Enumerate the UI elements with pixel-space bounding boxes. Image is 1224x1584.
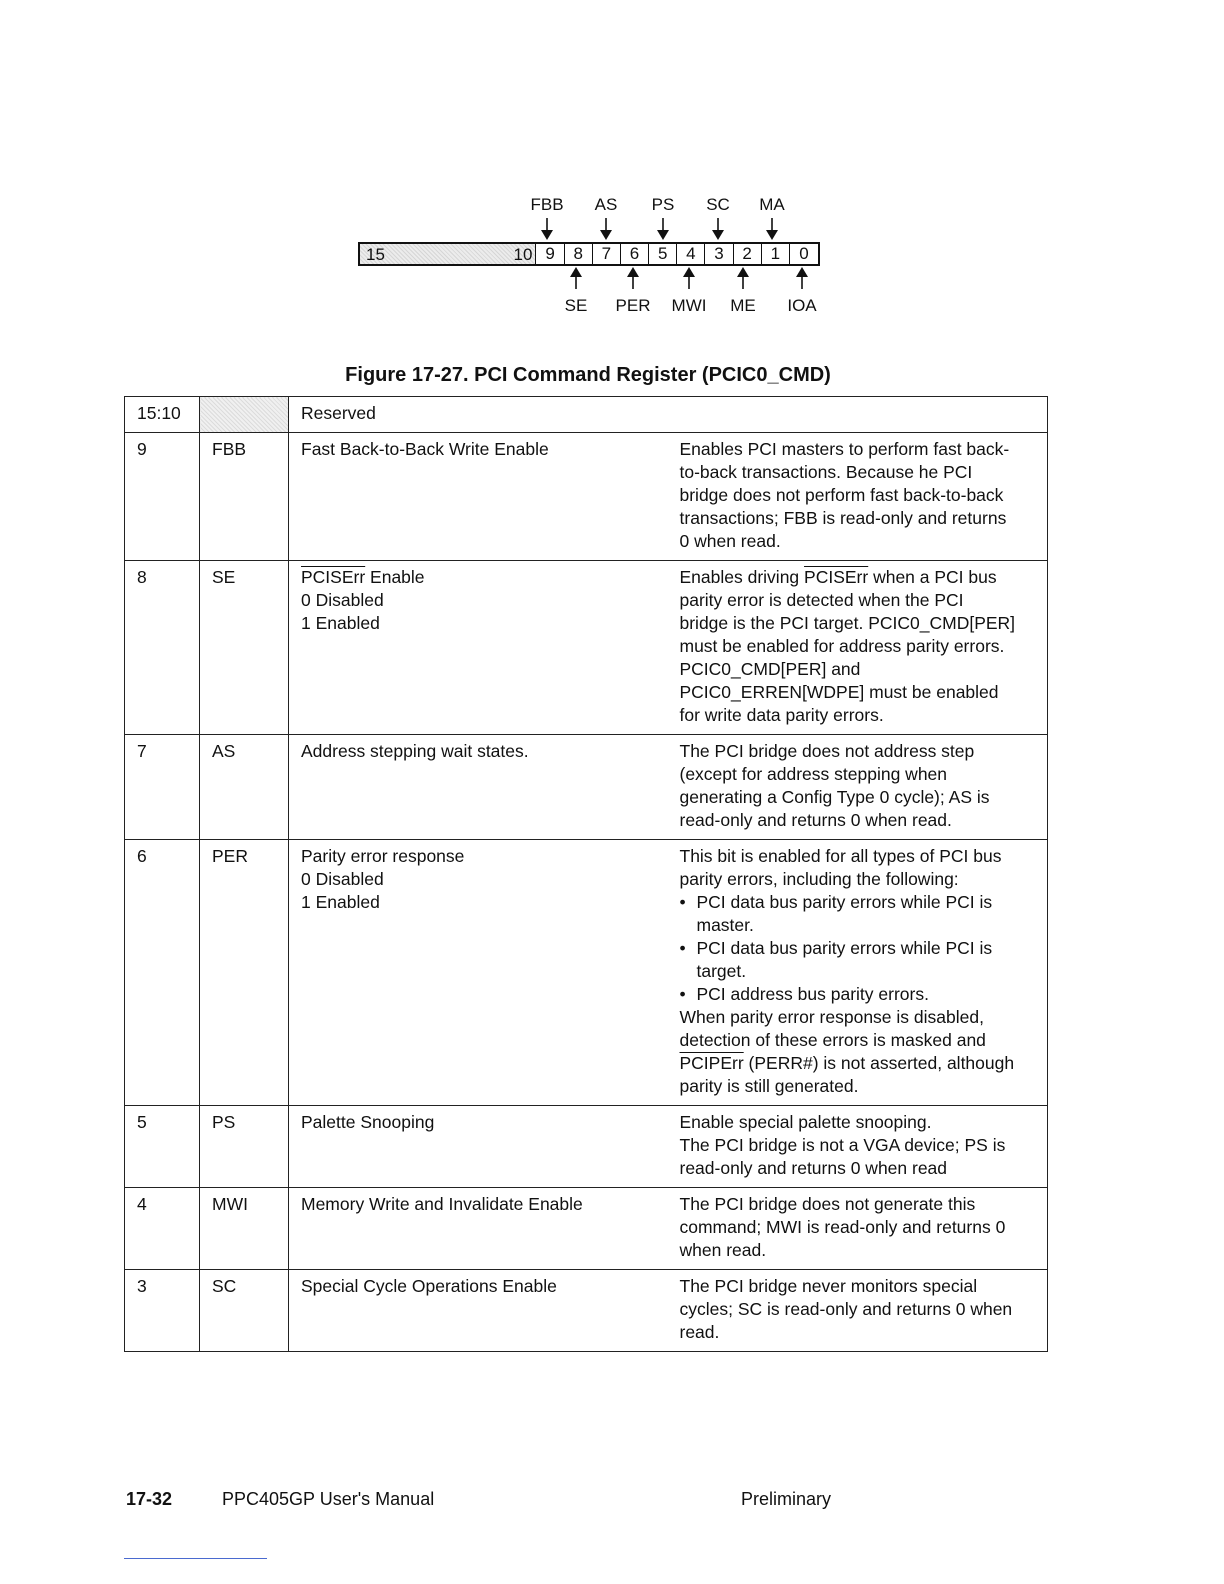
description-cell: Special Cycle Operations Enable	[289, 1270, 668, 1352]
signal-pciperr: PCIPErr	[679, 1053, 744, 1073]
notes-cell: Enables PCI masters to perform fast back- to-back transactions. Because he PCI bridge does not perform fast back-to-back transactions; FBB is read-only and returns 0 when read.	[668, 433, 1048, 561]
page-number: 17-32	[126, 1489, 173, 1509]
table-row	[125, 1188, 1048, 1270]
name-cell: FBB	[200, 433, 289, 561]
signal-pciserr: PCISErr	[301, 567, 366, 587]
description-cell: Address stepping wait states.	[289, 735, 668, 840]
register-bit-bar	[358, 242, 820, 266]
table-row	[125, 1106, 1048, 1188]
field-label-fbb: FBB	[530, 195, 564, 214]
notes-cell	[668, 397, 1048, 433]
bits-cell: 6	[125, 840, 200, 1106]
field-label-se: SE	[564, 296, 588, 315]
arrow-up-icon	[796, 267, 808, 289]
table-row	[125, 735, 1048, 840]
reserved-bits-field	[360, 244, 536, 264]
bit-cell-6: 6	[621, 244, 649, 264]
name-cell: AS	[200, 735, 289, 840]
bits-cell: 5	[125, 1106, 200, 1188]
arrow-down-icon	[657, 218, 669, 240]
bit-cell-7: 7	[593, 244, 621, 264]
arrow-down-icon	[600, 218, 612, 240]
arrow-down-icon	[541, 218, 553, 240]
notes-cell: The PCI bridge never monitors special cycles; SC is read-only and returns 0 when read.	[668, 1270, 1048, 1352]
arrow-down-icon	[766, 218, 778, 240]
arrow-up-icon	[683, 267, 695, 289]
description-cell: Parity error response 0 Disabled 1 Enabled	[289, 840, 668, 1106]
field-label-per: PER	[615, 296, 651, 315]
name-cell: SE	[200, 561, 289, 735]
field-label-sc: SC	[706, 195, 730, 214]
bits-cell: 4	[125, 1188, 200, 1270]
arrow-up-icon	[627, 267, 639, 289]
description-cell: Reserved	[289, 397, 668, 433]
field-label-ps: PS	[651, 195, 675, 214]
field-label-as: AS	[594, 195, 618, 214]
description-cell: Fast Back-to-Back Write Enable	[289, 433, 668, 561]
table-row	[125, 433, 1048, 561]
description-cell: Memory Write and Invalidate Enable	[289, 1188, 668, 1270]
arrow-down-icon	[712, 218, 724, 240]
figure-caption: Figure 17-27. PCI Command Register (PCIC0_CMD)	[345, 364, 831, 386]
notes-cell: The PCI bridge does not generate this command; MWI is read-only and returns 0 when read.	[668, 1188, 1048, 1270]
name-cell: PER	[200, 840, 289, 1106]
name-cell: PS	[200, 1106, 289, 1188]
bit-cell-4: 4	[677, 244, 705, 264]
description-cell: PCISErr Enable 0 Disabled 1 Enabled	[289, 561, 668, 735]
table-row	[125, 1270, 1048, 1352]
name-cell	[200, 397, 289, 433]
bits-cell: 15:10	[125, 397, 200, 433]
bits-cell: 7	[125, 735, 200, 840]
table-row	[125, 561, 1048, 735]
footer-rule	[124, 1558, 267, 1559]
field-label-ioa: IOA	[787, 296, 817, 315]
bits-cell: 9	[125, 433, 200, 561]
table-row	[125, 397, 1048, 433]
notes-cell: Enable special palette snooping. The PCI bridge is not a VGA device; PS is read-only and returns 0 when read	[668, 1106, 1048, 1188]
bullet-item: • PCI data bus parity errors while PCI is target.	[680, 937, 1038, 983]
bit-cell-1: 1	[762, 244, 790, 264]
bit-cell-3: 3	[705, 244, 733, 264]
manual-title: PPC405GP User's Manual	[222, 1489, 435, 1509]
bullet-item: • PCI address bus parity errors.	[680, 983, 1038, 1006]
bit-label-15: 15	[366, 245, 385, 264]
register-diagram	[0, 0, 1224, 340]
signal-pciserr: PCISErr	[804, 567, 869, 587]
document-status: Preliminary	[741, 1489, 832, 1509]
bit-cell-0: 0	[799, 244, 809, 263]
notes-cell: This bit is enabled for all types of PCI bus parity errors, including the following: • PCI data bus parity errors while PCI is master. • PCI data bus parity errors while PCI is target. • PCI address bus parity errors. When parity error response is disabled, detection of these errors is masked and PCIPErr (PERR#) is not asserted, although parity is still generated.	[668, 840, 1048, 1106]
register-field-table	[124, 396, 1048, 1352]
bullet-item: • PCI data bus parity errors while PCI is master.	[680, 891, 1038, 937]
bit-cell-9: 9	[536, 244, 564, 264]
name-cell: MWI	[200, 1188, 289, 1270]
bit-cell-8: 8	[565, 244, 593, 264]
bit-label-10: 10	[513, 245, 533, 264]
arrow-up-icon	[570, 267, 582, 289]
table-row	[125, 840, 1048, 1106]
field-label-me: ME	[730, 296, 756, 315]
bit-cell-2: 2	[734, 244, 762, 264]
field-label-mwi: MWI	[671, 296, 707, 315]
bits-cell: 3	[125, 1270, 200, 1352]
description-cell: Palette Snooping	[289, 1106, 668, 1188]
bit-cell-5: 5	[649, 244, 677, 264]
name-cell: SC	[200, 1270, 289, 1352]
field-label-ma: MA	[759, 195, 785, 214]
notes-cell: Enables driving PCISErr when a PCI bus parity error is detected when the PCI bridge is the PCI target. PCIC0_CMD[PER] must be enabled for address parity errors. PCIC0_CMD[PER] and PCIC0_ERREN[WDPE] must be enabled for write data parity errors.	[668, 561, 1048, 735]
notes-cell: The PCI bridge does not address step (except for address stepping when generating a Config Type 0 cycle); AS is read-only and returns 0 when read.	[668, 735, 1048, 840]
bits-cell: 8	[125, 561, 200, 735]
arrow-up-icon	[737, 267, 749, 289]
